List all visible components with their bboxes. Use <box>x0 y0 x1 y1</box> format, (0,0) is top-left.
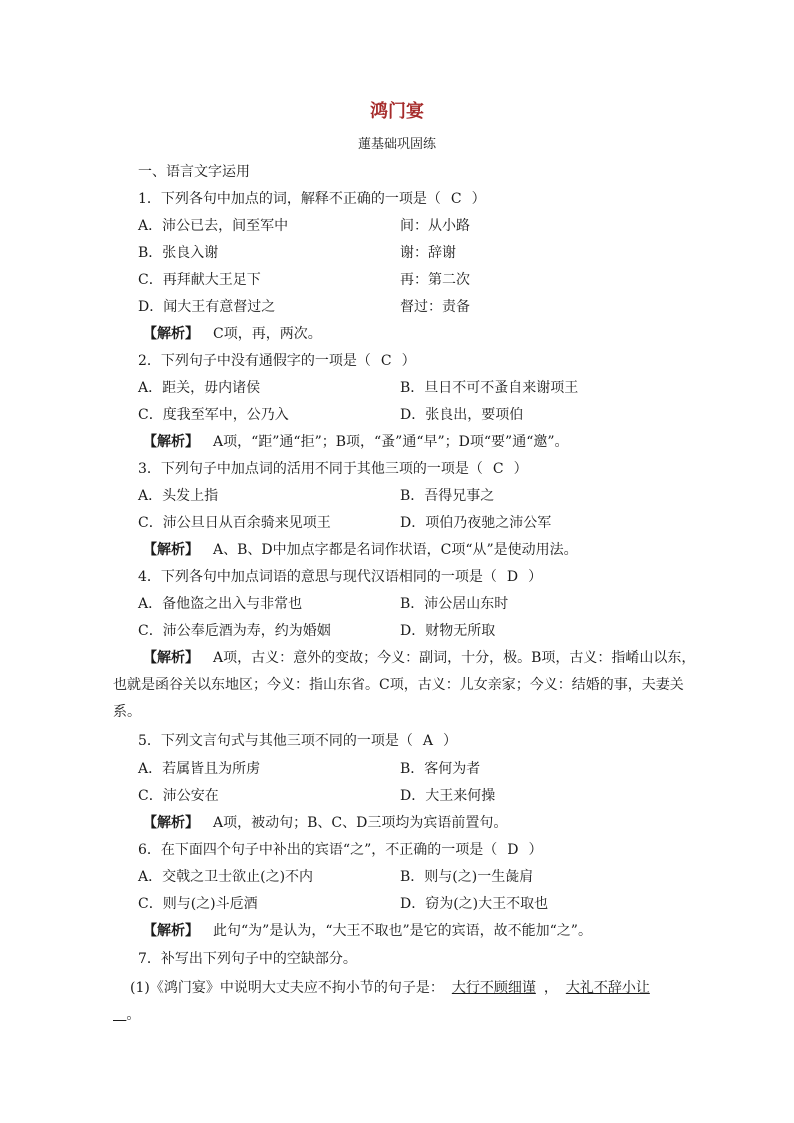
option-left: C．则与(之)斗卮酒 <box>138 896 258 912</box>
page-title: 鸿门宴 <box>370 101 424 122</box>
question-answer: A <box>422 733 434 749</box>
option-left: A．头发上指 <box>138 488 219 504</box>
analysis-text: A项，“距”通“拒”；B项，“蚤”通“早”；D项“要”通“邀”。 <box>213 434 569 450</box>
analysis-line <box>143 433 569 451</box>
question-answer: D <box>506 569 519 585</box>
question-stem-text: 3．下列句子中加点词的活用不同于其他三项的一项是（ <box>138 461 483 477</box>
option-left: C．再拜献大王足下 <box>138 272 261 288</box>
option-left: A．距关，毋内诸侯 <box>138 380 261 396</box>
option-left: B．张良入谢 <box>138 245 219 261</box>
analysis-line <box>143 814 507 832</box>
option-right: D．项伯乃夜驰之沛公军 <box>400 515 552 531</box>
analysis-text: A、B、D中加点字都是名词作状语，C项“从”是使动用法。 <box>213 542 578 558</box>
question-stem-text: 2．下列句子中没有通假字的一项是（ <box>138 353 371 369</box>
question-4-stem <box>138 568 542 586</box>
question-stem-close: ） <box>471 191 486 207</box>
question-5-stem <box>138 732 457 750</box>
analysis-label: 【解析】 <box>143 542 199 558</box>
option-left: A．备他盗之出入与非常也 <box>138 596 303 612</box>
question-stem-close: ） <box>513 461 528 477</box>
analysis-text: 此句“为”是认为，“大王不取也”是它的宾语，故不能加“之”。 <box>213 923 592 939</box>
fill-in-line <box>130 979 658 997</box>
blank-answer-2: 大礼不辞小让 <box>565 980 650 996</box>
question-1-stem <box>138 190 486 208</box>
fill-in-prompt: (1)《鸿门宴》中说明大丈夫应不拘小节的句子是： <box>130 980 444 996</box>
option-left: C．沛公安在 <box>138 788 219 804</box>
question-answer: D <box>507 842 519 858</box>
analysis-line <box>143 541 578 559</box>
analysis-label: 【解析】 <box>143 923 199 939</box>
option-left: D．闻大王有意督过之 <box>138 299 276 315</box>
question-stem-text: 5．下列文言句式与其他三项不同的一项是（ <box>138 733 413 749</box>
analysis-text: C项，再，两次。 <box>213 326 322 342</box>
option-left: A．沛公已去，间至军中 <box>138 218 289 234</box>
option-right: B．吾得兄事之 <box>400 488 495 504</box>
option-right: B．客何为者 <box>400 761 481 777</box>
option-right: B．则与(之)一生彘肩 <box>400 869 534 885</box>
option-left: C．度我至军中，公乃入 <box>138 407 289 423</box>
option-left: C．沛公旦日从百余骑来见项王 <box>138 515 331 531</box>
option-right: D．大王来何操 <box>400 788 496 804</box>
analysis-label: 【解析】 <box>143 326 199 342</box>
option-gloss: 督过：责备 <box>400 299 470 315</box>
option-right: D．财物无所取 <box>400 623 496 639</box>
option-right: D．张良出，要项伯 <box>400 407 524 423</box>
question-7-stem: 7．补写出下列句子中的空缺部分。 <box>138 951 357 967</box>
question-stem-text: 1．下列各句中加点的词，解释不正确的一项是（ <box>138 191 441 207</box>
analysis-line <box>143 325 322 343</box>
section-heading: 一、语言文字运用 <box>138 164 250 180</box>
blank-answer-1: 大行不顾细谨 <box>451 980 536 996</box>
option-left: C．沛公奉卮酒为寿，约为婚姻 <box>138 623 331 639</box>
analysis-line <box>143 922 592 940</box>
page-subtitle: 蓮基础巩固练 <box>357 137 436 152</box>
question-answer: C <box>380 353 392 369</box>
question-2-stem <box>138 352 416 370</box>
option-right: D．窃为(之)大王不取也 <box>400 896 549 912</box>
option-right: B．沛公居山东时 <box>400 596 509 612</box>
analysis-label: 【解析】 <box>143 434 199 450</box>
option-right: B．旦日不可不蚤自来谢项王 <box>400 380 579 396</box>
analysis-line <box>143 649 695 667</box>
option-left: A．若属皆且为所虏 <box>138 761 261 777</box>
question-stem-text: 4．下列各句中加点词语的意思与现代汉语相同的一项是（ <box>138 569 497 585</box>
fill-in-line-end <box>113 1006 140 1024</box>
separator: ， <box>543 980 558 996</box>
question-stem-text: 6．在下面四个句子中补出的宾语“之”，不正确的一项是（ <box>138 842 498 858</box>
line-end: 。 <box>126 1007 141 1023</box>
question-stem-close: ） <box>401 353 416 369</box>
analysis-continuation: 也就是函谷关以东地区；今义：指山东省。C项，古义：儿女亲家；今义：结婚的事，夫妻关 <box>113 677 684 693</box>
option-gloss: 间：从小路 <box>400 218 470 234</box>
question-answer: C <box>492 461 504 477</box>
analysis-label: 【解析】 <box>143 815 199 831</box>
question-answer: C <box>450 191 462 207</box>
analysis-text: A项，古义：意外的变故；今义：副词，十分，极。B项，古义：指崤山以东， <box>213 650 696 666</box>
analysis-text: A项，被动句；B、C、D三项均为宾语前置句。 <box>213 815 508 831</box>
option-left: A．交戟之卫士欲止(之)不内 <box>138 869 314 885</box>
question-6-stem <box>138 841 542 859</box>
option-gloss: 谢：辞谢 <box>400 245 456 261</box>
analysis-continuation: 系。 <box>113 704 141 720</box>
question-stem-close: ） <box>528 842 543 858</box>
underline-tail <box>113 1007 126 1023</box>
option-gloss: 再：第二次 <box>400 272 470 288</box>
question-stem-close: ） <box>443 733 458 749</box>
analysis-label: 【解析】 <box>143 650 199 666</box>
question-stem-close: ） <box>528 569 543 585</box>
question-3-stem <box>138 460 528 478</box>
